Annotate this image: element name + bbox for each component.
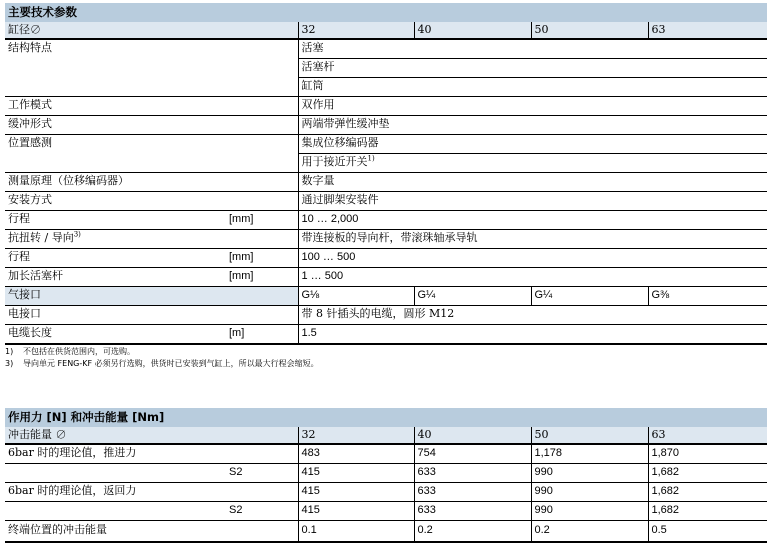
structure-barrel: 缸筒 (298, 78, 767, 97)
footnote-ref: 1) (367, 154, 375, 163)
torsion-label: 抗扭转 / 导向$^{3)}$ (5, 230, 298, 249)
working-mode-label: 工作模式 (5, 97, 298, 116)
measuring-principle-label: 测量原理（位移编码器） (5, 173, 298, 192)
footnote: 3) 导向单元 FENG-KF 必须另行选购，供货时已安装到气缸上，所以最大行程会缩短。 (5, 359, 319, 368)
footnotes (5, 346, 319, 370)
s2-label: S2 (226, 502, 298, 521)
structure-label: 结构特点 (8, 41, 52, 54)
force-value: 990 (531, 483, 648, 502)
electrical-port-label: 电接口 (5, 306, 298, 325)
cable-length-label: 电缆长度 (5, 325, 226, 345)
cable-length-unit: [m] (226, 325, 298, 345)
advance-force-label: 6bar 时的理论值，推进力 (5, 444, 298, 464)
extended-rod-value: 1 … 500 (298, 268, 767, 287)
stroke-unit: [mm] (226, 211, 298, 230)
structure-piston: 活塞 (298, 39, 767, 59)
force-value: 754 (414, 444, 531, 464)
force-value: 415 (298, 502, 414, 521)
table-row (5, 502, 767, 521)
mounting-value: 通过脚架安装件 (298, 192, 767, 211)
energy-value: 0.2 (531, 521, 648, 543)
measuring-principle-value: 数字量 (298, 173, 767, 192)
mounting-label: 安装方式 (5, 192, 298, 211)
energy-value: 0.5 (648, 521, 767, 543)
s2-label: S2 (226, 464, 298, 483)
force-value: 633 (414, 464, 531, 483)
energy-value: 0.2 (414, 521, 531, 543)
technical-data-title: 主要技术参数 (5, 3, 767, 22)
bore-label: 缸径∅ (5, 22, 298, 39)
table-row (5, 483, 767, 502)
extended-rod-label: 加长活塞杆 (5, 268, 226, 287)
position-sensing-switch: 用于接近开关$^{1)}$ (298, 154, 767, 173)
guide-stroke-value: 100 … 500 (298, 249, 767, 268)
table-row (5, 444, 767, 464)
force-value: 1,682 (648, 483, 767, 502)
force-value: 633 (414, 483, 531, 502)
force-value: 415 (298, 464, 414, 483)
energy-value: 0.1 (298, 521, 414, 543)
bore-size: 63 (648, 22, 767, 39)
table-row (5, 521, 767, 543)
working-mode-value: 双作用 (298, 97, 767, 116)
impact-energy-label: 冲击能量 ∅ (5, 427, 298, 444)
extended-rod-unit: [mm] (226, 268, 298, 287)
force-value: 1,178 (531, 444, 648, 464)
air-port-value: G¼ (531, 287, 648, 306)
cushioning-value: 两端带弹性缓冲垫 (298, 116, 767, 135)
stroke-label: 行程 (5, 211, 226, 230)
structure-rod: 活塞杆 (298, 59, 767, 78)
position-sensing-label: 位置感测 (8, 136, 52, 149)
force-value: 415 (298, 483, 414, 502)
force-value: 1,682 (648, 464, 767, 483)
force-energy-title: 作用力 [N] 和冲击能量 [Nm] (5, 408, 767, 427)
footnote-ref: 3) (73, 230, 81, 239)
force-value: 1,870 (648, 444, 767, 464)
return-force-label: 6bar 时的理论值，返回力 (5, 483, 298, 502)
electrical-port-value: 带 8 针插头的电缆，圆形 M12 (298, 306, 767, 325)
guide-stroke-label: 行程 (5, 249, 226, 268)
force-energy-table (5, 408, 767, 543)
air-port-value: G¼ (414, 287, 531, 306)
torsion-value: 带连接板的导向杆，带滚珠轴承导轨 (298, 230, 767, 249)
force-value: 990 (531, 464, 648, 483)
impact-energy-row-label: 终端位置的冲击能量 (5, 521, 298, 543)
cushioning-label: 缓冲形式 (5, 116, 298, 135)
guide-stroke-unit: [mm] (226, 249, 298, 268)
bore-size: 40 (414, 427, 531, 444)
force-value: 1,682 (648, 502, 767, 521)
force-value: 633 (414, 502, 531, 521)
air-port-value: G⅜ (648, 287, 767, 306)
air-port-label: 气接口 (5, 287, 298, 306)
bore-size: 50 (531, 22, 648, 39)
bore-size: 63 (648, 427, 767, 444)
position-sensing-encoder: 集成位移编码器 (298, 135, 767, 154)
bore-size: 32 (298, 427, 414, 444)
bore-size: 50 (531, 427, 648, 444)
force-value: 990 (531, 502, 648, 521)
footnote: 1) 不包括在供货范围内，可选购。 (5, 347, 135, 356)
stroke-value: 10 … 2,000 (298, 211, 767, 230)
force-value: 483 (298, 444, 414, 464)
table-row (5, 464, 767, 483)
bore-size: 32 (298, 22, 414, 39)
technical-data-table (5, 3, 767, 345)
air-port-value: G⅛ (298, 287, 414, 306)
bore-size: 40 (414, 22, 531, 39)
cable-length-value: 1.5 (298, 325, 767, 345)
